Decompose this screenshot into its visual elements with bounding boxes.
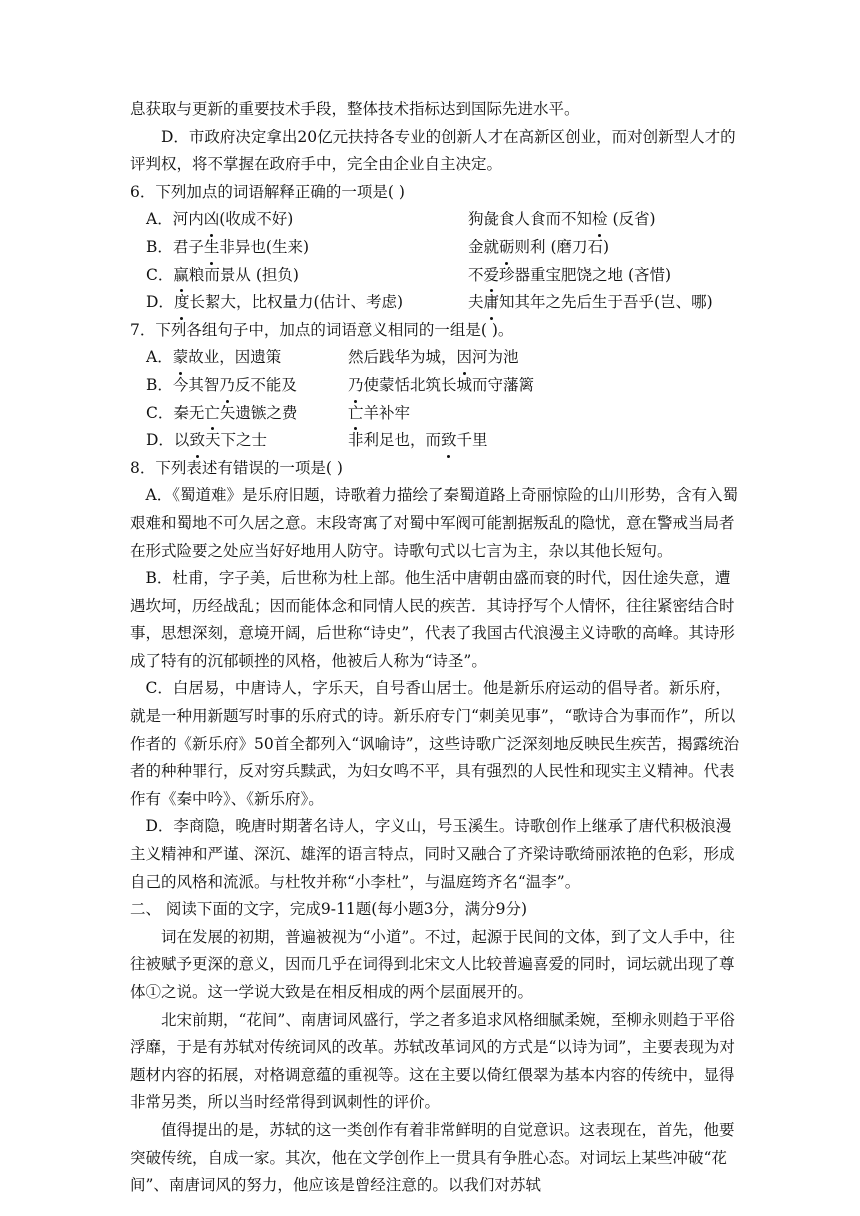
q8-option-a: A．《蜀道难》是乐府旧题，诗歌着力描绘了秦蜀道路上奇丽惊险的山川形势，含有入蜀艰难和蜀地不可久居之意。末段寄寓了对蜀中军阀可能割据叛乱的隐忧，意在警戒当局者在形式险要之处应当好好地用人防守。诗歌句式以七言为主，杂以其他长短句。 <box>130 486 738 560</box>
dotted-word: 亡 <box>204 400 220 428</box>
q8-option-c: C．白居易，中唐诗人，字乐天，自号香山居士。他是新乐府运动的倡导者。新乐府，就是一种用新题写时事的乐府式的诗。新乐府专门“刺美见事”，“歌诗合为事而作”，所以作者的《新乐府》50首全都列入“讽喻诗”，这些诗歌广泛深刻地反映民生疾苦，揭露统治者的种种罪行，反对穷兵黩武，为妇女鸣不平，具有强烈的人民性和现实主义精神。代表作有《秦中吟》、《新乐府》。 <box>130 679 740 808</box>
question-6 <box>130 179 742 317</box>
reading-paragraph-2: 北宋前期，“花间”、南唐词风盛行，学之者多追求风格细腻柔婉，至柳永则趋于平俗浮靡，于是有苏轼对传统词风的改革。苏轼改革词风的方式是“以诗为词”，主要表现为对题材内容的拓展，对格调意蕴的重视等。这在主要以倚红偎翠为基本内容的传统中，显得非常另类，所以当时经常得到讽刺性的评价。 <box>130 1010 735 1112</box>
dotted-word: 庸 <box>484 289 500 317</box>
question-8 <box>130 455 742 897</box>
q6-row-a: A．河内凶(收成不好) 狗彘食人食而不知检 (反省) <box>130 206 742 234</box>
dotted-word: 亡 <box>348 400 364 428</box>
q8-option-d: D．李商隐，晚唐时期著名诗人，字义山，号玉溪生。诗歌创作上继承了唐代积极浪漫主义精神和严谨、深沉、雄浑的语言特点，同时又融合了齐梁诗歌绮丽浓艳的色彩，形成自己的风格和流派。与杜牧并称“小李杜”，与温庭筠齐名“温李”。 <box>130 817 735 891</box>
q5-option-d: D．市政府决定拿出20亿元扶持各专业的创新人才在高新区创业，而对创新型人才的评判权，将不掌握在政府手中，完全由企业自主决定。 <box>130 127 736 174</box>
section-2-reading <box>130 896 742 1200</box>
dotted-word: 砺 <box>499 234 515 262</box>
dotted-word: 乃 <box>348 372 364 400</box>
q7-stem: 7．下列各组句子中，加点的词语意义相同的一组是( )。 <box>130 320 514 339</box>
dotted-word: 度 <box>174 289 190 317</box>
dotted-word: 凶 <box>204 206 220 234</box>
dotted-word: 致 <box>189 427 205 455</box>
dotted-word: 爱 <box>484 262 500 290</box>
q5-option-c-tail: 息获取与更新的重要技术手段，整体技术指标达到国际先进水平。 <box>130 100 580 118</box>
q6-row-c: C．赢粮而景从 (担负) 不爱珍器重宝肥饶之地 (吝惜) <box>130 262 742 290</box>
q6-row-d: D．度长絜大，比权量力(估计、考虑) 夫庸知其年之先后生于吾乎(岂、哪) <box>130 289 742 317</box>
q7-row-d: D．以致天下之士 非利足也，而致千里 <box>130 427 742 455</box>
dotted-word: 因 <box>457 344 473 372</box>
question-7 <box>130 317 742 455</box>
reading-paragraph-3: 值得提出的是，苏轼的这一类创作有着非常鲜明的自觉意识。这表现在，首先，他要突破传统，自成一家。其次，他在文学创作上一贯具有争胜心态。对词坛上某些冲破“花间”、南唐词风的努力，他应该是曾经注意的。以我们对苏轼 <box>130 1120 735 1195</box>
q7-row-b: B．今其智乃反不能及 乃使蒙恬北筑长城而守藩篱 <box>130 372 742 400</box>
q6-stem: 6．下列加点的词语解释正确的一项是( ) <box>130 182 405 201</box>
q6-row-b: B．君子生非异也(生来) 金就砺则利 (磨刀石) <box>130 234 742 262</box>
dotted-word: 检 <box>592 206 608 234</box>
dotted-word: 赢 <box>173 262 189 290</box>
dotted-word: 蒙 <box>173 344 189 372</box>
section-2-heading: 二、 阅读下面的文字，完成9-11题(每小题3分，满分9分) <box>130 900 528 919</box>
q8-option-b: B．杜甫，字子美，后世称为杜上部。他生活中唐朝由盛而衰的时代，因仕途失意，遭遇坎坷，历经战乱；因而能体念和同情人民的疾苦．其诗抒写个人情怀，往往紧密结合时事，思想深刻，意境开阔，后世称“诗史”，代表了我国古代浪漫主义诗歌的高峰。其诗形成了特有的沉郁顿挫的风格，他被后人称为“诗圣”。 <box>130 569 735 670</box>
q7-row-a: A．蒙故业，因遗策 然后践华为城，因河为池 <box>130 344 742 372</box>
q7-row-c: C．秦无亡矢遗镞之费 亡羊补牢 <box>130 400 742 428</box>
q8-stem: 8．下列表述有错误的一项是( ) <box>130 458 343 477</box>
dotted-word: 生 <box>204 234 220 262</box>
dotted-word: 致 <box>441 427 457 455</box>
dotted-word: 乃 <box>219 372 235 400</box>
reading-paragraph-1: 词在发展的初期，普遍被视为“小道”。不过，起源于民间的文体，到了文人手中，往往被赋予更深的意义，因而几乎在词得到北宋文人比较普遍喜爱的同时，词坛就出现了尊体①之说。这一学说大致是在相反相成的两个层面展开的。 <box>130 927 735 1001</box>
